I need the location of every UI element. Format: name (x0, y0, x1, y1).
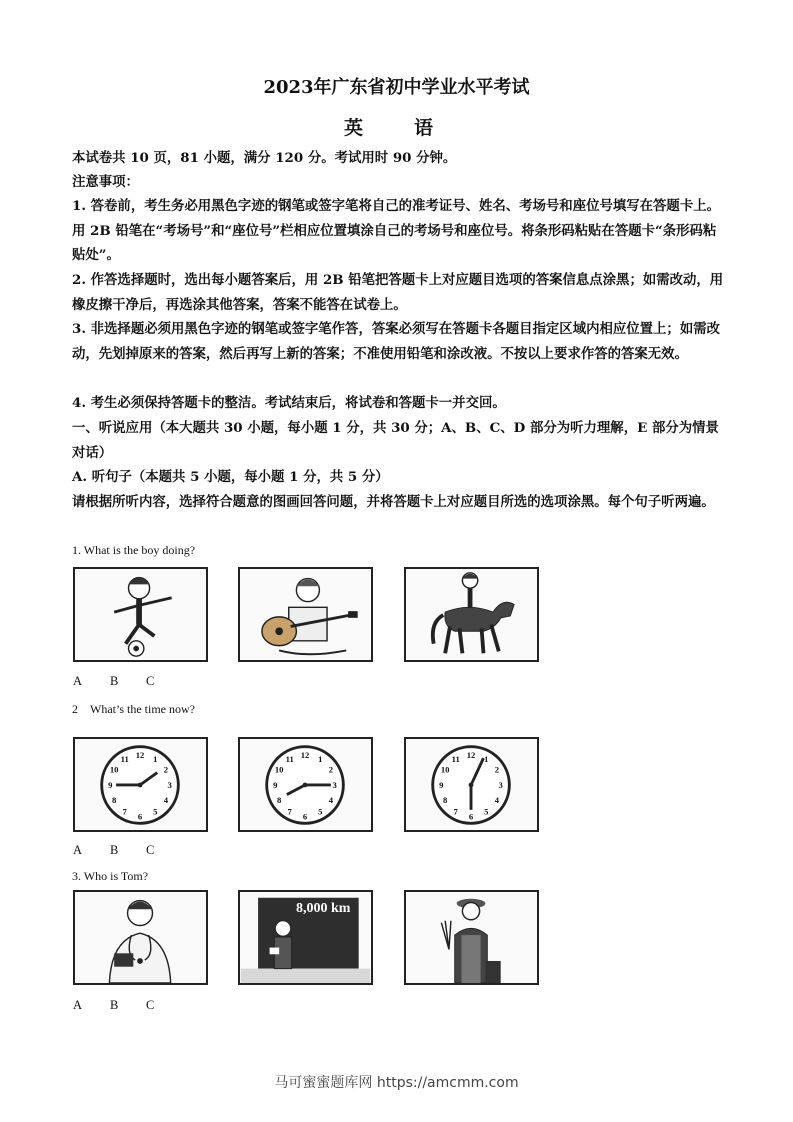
boy-playing-guitar-icon (240, 569, 371, 660)
notice-item-4: 4. 考生必须保持答题卡的整洁。考试结束后，将试卷和答题卡一并交回。 (72, 395, 506, 411)
picture-2b (238, 737, 373, 832)
part-a-instruction: 请根据所听内容，选择符合题意的图画回答问题，并将答题卡上对应题目所选的选项涂黑。每个句子听两遍。 (72, 494, 715, 510)
svg-text:11: 11 (285, 753, 294, 764)
part-a-heading: A. 听句子（本题共 5 小题，每小题 1 分，共 5 分） (72, 469, 389, 485)
question-2-text: 2 What’s the time now? (72, 702, 195, 716)
notice-heading: 注意事项： (72, 174, 139, 190)
subject-title: 英 语 (343, 117, 449, 139)
svg-text:6: 6 (137, 811, 143, 822)
svg-text:2: 2 (328, 764, 334, 775)
svg-text:1: 1 (484, 753, 489, 764)
svg-text:11: 11 (120, 753, 129, 764)
svg-text:8: 8 (443, 795, 448, 806)
option-1b: B (110, 674, 119, 688)
svg-text:6: 6 (468, 811, 474, 822)
notice-item-2: 2. 作答选择题时，选出每小题答案后，用 2B 铅笔把答题卡上对应题目选项的答案信息点涂黑；如需改动，用橡皮擦干净后，再选涂其他答案，答案不能答在试卷上。 (72, 272, 724, 313)
svg-text:4: 4 (328, 795, 334, 806)
section-heading: 一、听说应用（本大题共 30 小题，每小题 1 分，共 30 分；A、B、C、D 部分为听力理解，E 部分为情景对话） (72, 420, 719, 461)
svg-text:7: 7 (453, 806, 458, 817)
svg-text:12: 12 (300, 750, 310, 761)
svg-text:4: 4 (163, 795, 169, 806)
svg-text:3: 3 (498, 779, 503, 790)
question-3-text: 3. Who is Tom? (72, 869, 149, 883)
footer-watermark: 马可蜜蜜题库网 https://amcmm.com (274, 1075, 519, 1091)
svg-text:2: 2 (494, 764, 500, 775)
svg-text:12: 12 (135, 750, 145, 761)
question-1-text: 1. What is the boy doing? (72, 543, 196, 557)
notice-item-1: 1. 答卷前，考生务必用黑色字迹的钢笔或签字笔将自己的准考证号、姓名、考场号和座位号填写在答题卡上。用 2B 铅笔在“考场号”和“座位号”栏相应位置填涂自己的考场号和座位号。将条形码粘贴在答题卡“条形码粘贴处”。 (72, 198, 720, 263)
svg-text:6: 6 (302, 811, 308, 822)
svg-text:9: 9 (439, 779, 444, 790)
clock-a-icon (75, 739, 206, 830)
svg-text:10: 10 (440, 764, 450, 775)
svg-text:1: 1 (318, 753, 323, 764)
picture-3c (404, 890, 539, 985)
clock-c-icon (406, 739, 537, 830)
option-2b: B (110, 843, 119, 857)
svg-text:9: 9 (273, 779, 278, 790)
svg-text:4: 4 (494, 795, 500, 806)
svg-text:10: 10 (274, 764, 284, 775)
boy-playing-football-icon (75, 569, 206, 660)
svg-text:8: 8 (277, 795, 282, 806)
exam-title: 2023年广东省初中学业水平考试 (263, 77, 530, 98)
option-3a: A (73, 998, 83, 1012)
boy-riding-horse-icon (406, 569, 537, 660)
svg-text:2: 2 (163, 764, 169, 775)
picture-1a (73, 567, 208, 662)
option-1a: A (73, 674, 83, 688)
svg-text:7: 7 (122, 806, 127, 817)
doctor-icon (75, 892, 206, 983)
svg-text:5: 5 (318, 806, 323, 817)
clock-b-icon (240, 739, 371, 830)
svg-text:7: 7 (287, 806, 292, 817)
svg-text:5: 5 (153, 806, 158, 817)
picture-3b (238, 890, 373, 985)
picture-3a (73, 890, 208, 985)
blackboard-text: 8,000 km (296, 901, 351, 916)
svg-text:1: 1 (153, 753, 158, 764)
picture-1b (238, 567, 373, 662)
notice-item-3: 3. 非选择题必须用黑色字迹的钢笔或签字笔作答，答案必须写在答题卡各题目指定区域内相应位置上；如需改动，先划掉原来的答案，然后再写上新的答案；不准使用铅笔和涂改液。不按以上要求作答的答案无效。 (72, 321, 720, 362)
option-2a: A (73, 843, 83, 857)
svg-text:3: 3 (332, 779, 337, 790)
picture-2c (404, 737, 539, 832)
svg-text:8: 8 (112, 795, 117, 806)
farmer-icon (406, 892, 537, 983)
svg-text:11: 11 (451, 753, 460, 764)
svg-text:10: 10 (109, 764, 119, 775)
option-3c: C (146, 998, 155, 1012)
option-3b: B (110, 998, 119, 1012)
svg-text:9: 9 (108, 779, 113, 790)
svg-text:5: 5 (484, 806, 489, 817)
picture-2a (73, 737, 208, 832)
option-1c: C (146, 674, 155, 688)
svg-text:12: 12 (466, 750, 476, 761)
option-2c: C (146, 843, 155, 857)
intro-text: 本试卷共 10 页，81 小题，满分 120 分。考试用时 90 分钟。 (72, 150, 457, 166)
picture-1c (404, 567, 539, 662)
svg-text:3: 3 (167, 779, 172, 790)
